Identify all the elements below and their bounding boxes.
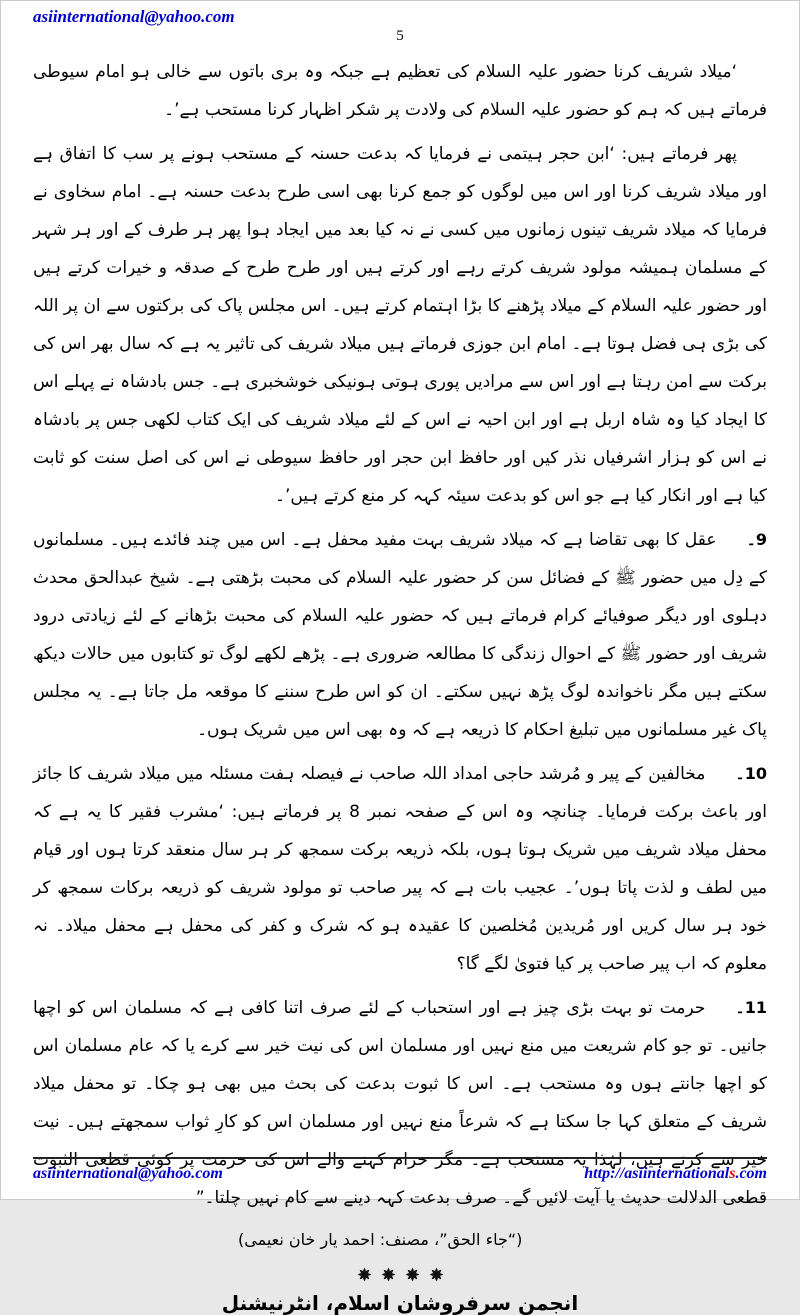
- rosette-star-icon: [405, 1267, 420, 1282]
- paragraph-number: 9۔: [746, 530, 767, 549]
- ornament-stars: [33, 1265, 767, 1283]
- paragraph-9: [33, 521, 767, 749]
- rosette-star-icon: [429, 1267, 444, 1282]
- footer-email-link[interactable]: asiinternational@yahoo.com: [33, 1165, 223, 1182]
- page-number: 5: [396, 28, 404, 44]
- rosette-star-icon: [381, 1267, 396, 1282]
- paragraph-number: 11۔: [735, 998, 767, 1017]
- website-suffix: .com: [735, 1165, 767, 1182]
- paragraph-text: عقل کا بھی تقاضا ہے کہ میلاد شریف بہت مفید محفل ہے۔ اس میں چند فائدے ہیں۔ مسلمانوں کے دِل میں حضور ﷺ کے فضائل سن کر حضور علیہ السلام کی محبت بڑھتی ہے۔ شیخ عبدالحق محدث دہلوی اور دیگر صوفیائے کرام فرماتے ہیں کہ حضور علیہ السلام کی محبت بڑھانے کے لئے زیادتی درود شریف اور حضور ﷺ کے احوال زندگی کا مطالعہ ضروری ہے۔ پڑھے لکھے لوگ تو کتابوں میں حالات دیکھ سکتے ہیں مگر ناخواندہ لوگ پڑھ نہیں سکتے۔ ان کو اس طرح سننے کا موقعہ مل جاتا ہے۔ یہ مجلس پاک غیر مسلمانوں میں تبلیغ احکام کا ذریعہ ہے کہ وہ بھی اس میں شریک ہوں۔: [33, 530, 767, 740]
- website-prefix: http://asiinternational: [584, 1165, 730, 1182]
- organization-name: انجمن سرفروشان اسلام، انٹرنیشنل: [221, 1291, 579, 1315]
- footer-website-link[interactable]: [584, 1165, 767, 1183]
- footer-divider: [33, 1157, 767, 1159]
- paragraph-text: پھر فرماتے ہیں: ‘ابن حجر ہیتمی نے فرمایا کہ بدعت حسنہ کے مستحب ہونے پر سب کا اتفاق ہے اور میلاد شریف کرنا اور اس میں لوگوں کو جمع کرنا بھی اسی طرح بدعت حسنہ ہے۔ امام سخاوی نے فرمایا کہ میلاد شریف تینوں زمانوں میں کسی نے نہ کیا بعد میں ایجاد ہوا پھر ہر طرف کے اور ہر شہر کے مسلمان ہمیشہ مولود شریف کرتے رہے اور کرتے ہیں اور طرح طرح کے صدقہ و خیرات کرتے ہیں اور حضور علیہ السلام کے میلاد پڑھنے کا بڑا اہتمام کرتے ہیں۔ اس مجلس پاک کی برکتوں سے ان پر اللہ کی بڑی ہی فضل ہوتا ہے۔ امام ابن جوزی فرماتے ہیں میلاد شریف کی تاثیر یہ ہے کہ سال بھر اس کی برکت سے امن رہتا ہے اور اس سے مرادیں پوری ہوتی ہونیکی خوشخبری ہے۔ جس بادشاہ نے پہلے اس کا ایجاد کیا وہ شاہ اربل ہے اور ابن احیہ نے اس کے لئے میلاد شریف کی ایک کتاب لکھی جس پر بادشاہ نے اس کو ہزار اشرفیاں نذر کیں اور حافظ ابن حجر اور حافظ سیوطی نے اس کی اصل سنت کو ثابت کیا ہے اور انکار کیا ہے جو اس کو بدعت سیئہ کہہ کر منع کرتے ہیں’۔: [33, 144, 767, 506]
- paragraph-intro-quote: [33, 53, 767, 129]
- book-attribution: (“جاء الحق”، مصنف: احمد یار خان نعیمی): [238, 1230, 523, 1249]
- website-red-letter: s: [729, 1165, 736, 1182]
- header-email-link[interactable]: asiinternational@yahoo.com: [33, 7, 235, 26]
- header: [33, 7, 767, 45]
- rosette-star-icon: [357, 1267, 372, 1282]
- paragraph-text: ‘میلاد شریف کرنا حضور علیہ السلام کی تعظیم ہے جبکہ وہ بری باتوں سے خالی ہو امام سیوطی فرماتے ہیں کہ ہم کو حضور علیہ السلام کی ولادت پر شکر اظہار کرنا مستحب ہے’۔: [33, 62, 767, 120]
- paragraph-ibn-hajar: [33, 135, 767, 515]
- paragraph-text: مخالفین کے پیر و مُرشد حاجی امداد اللہ صاحب نے فیصلہ ہفت مسئلہ میں میلاد شریف کا جائز اور باعث برکت فرمایا۔ چنانچہ وہ اس کے صفحہ نمبر 8 پر فرماتے ہیں: ‘مشرب فقیر کا یہ ہے کہ محفل میلاد شریف میں شریک ہوتا ہوں، بلکہ ذریعہ برکت سمجھ کر ہر سال منعقد کرتا ہوں اور قیام میں لطف و لذت پاتا ہوں’۔ عجیب بات ہے کہ پیر صاحب تو مولود شریف کو ذریعہ برکات سمجھ کر خود ہر سال کریں اور مُریدین مُخلصین کا عقیدہ ہو کہ شرک و کفر کی محفل ہے محفل میلاد۔ نہ معلوم کہ اب پیر صاحب پر کیا فتویٰ لگے گا؟: [33, 764, 767, 974]
- body-text: [33, 53, 767, 1257]
- paragraph-text: حرمت تو بہت بڑی چیز ہے اور استحباب کے لئے صرف اتنا کافی ہے کہ مسلمان اس کو اچھا جانیں۔ تو جو کام شریعت میں منع نہیں اور مسلمان اس کی نیت خیر سے کرے یا کہ عام مسلمان اس کو اچھا جانتے ہوں وہ مستحب ہے۔ اس کا ثبوت بدعت کی بحث میں بھی ہو چکا۔ تو محفل میلاد شریف کے متعلق کہا جا سکتا ہے کہ شرعاً منع نہیں اور مسلمان اس کو کارِ ثواب سمجھتے ہیں۔ نیت خیر سے کرتے ہیں، لہٰذا یہ مستحب ہے۔ مگر حرام کہنے والے اس کی حرمت پر کوئی قطعی الثبوت قطعی الدلالت حدیث یا آیت لائیں گے۔ صرف بدعت کہہ دینے سے کام نہیں چلتا۔”: [33, 998, 767, 1208]
- paragraph-number: 10۔: [735, 764, 767, 783]
- paragraph-10: [33, 755, 767, 983]
- footer: [33, 1157, 767, 1183]
